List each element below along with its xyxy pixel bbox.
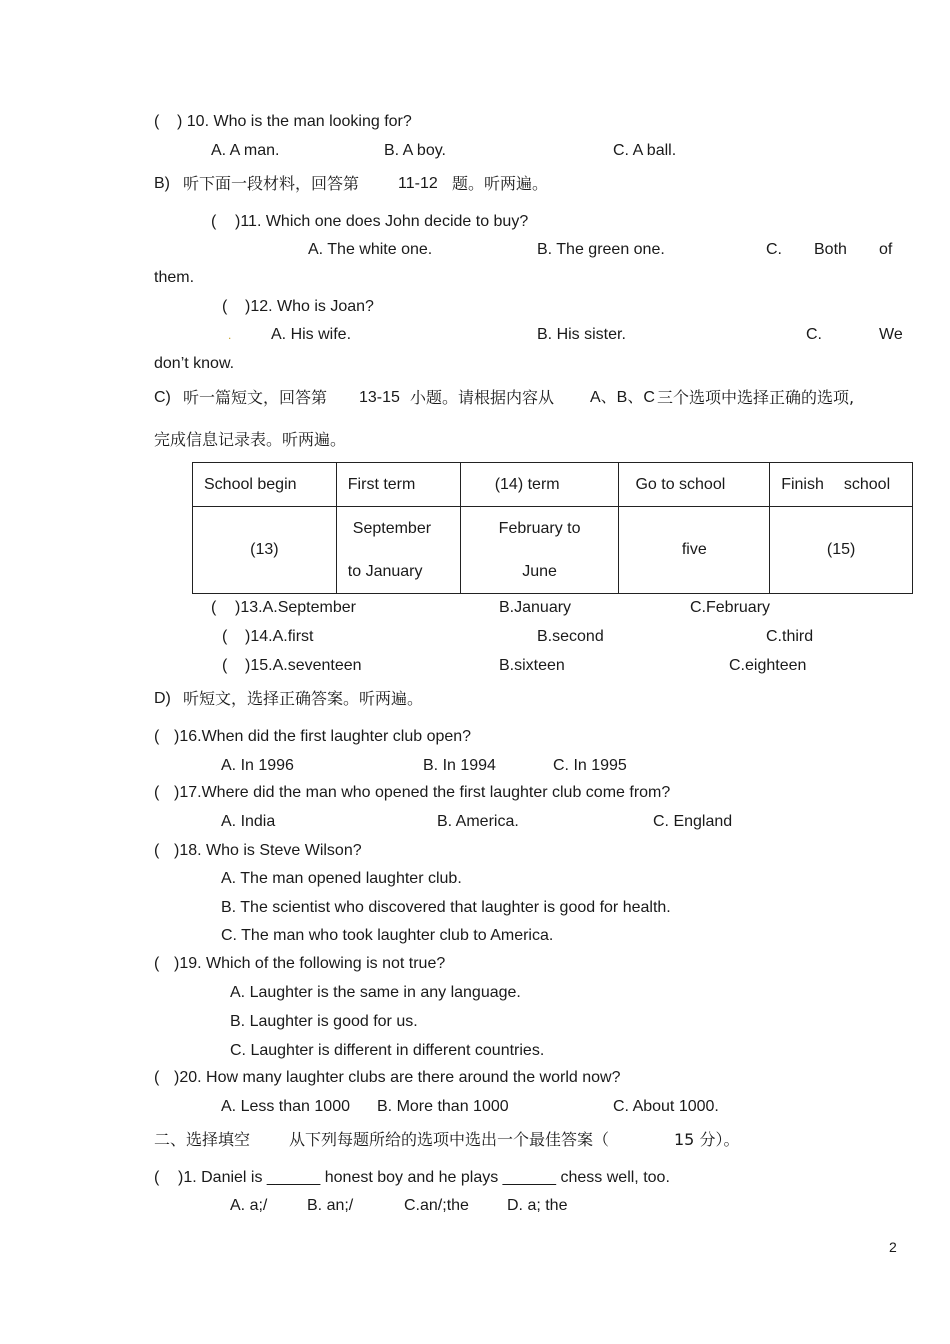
question-text: )18. Who is Steve Wilson? [174,842,362,859]
header-cell: School begin [193,463,337,507]
answer-paren: ( [154,1169,160,1186]
section-label: C) [154,389,171,406]
header-cell-text: school [843,475,891,493]
option-a: A. His wife. [271,326,352,343]
answer-paren: ( [154,784,160,801]
option-c-word: of [879,241,893,258]
table-header-row [193,463,913,507]
answer-paren: ( [154,1069,160,1086]
section-instruction: 听下面一段材料，回答第 [183,174,360,193]
table-cell: five [619,507,770,594]
stray-dot: . [228,328,232,342]
option-d: D. a; the [507,1197,568,1214]
part-instruction: 从下列每题所给的选项中选出一个最佳答案（ [289,1130,610,1149]
section-label: D) [154,690,171,707]
option-c: C. About 1000. [613,1098,719,1115]
option-letters: A、B、C [590,389,655,406]
option-b: B. His sister. [537,326,626,343]
question-text: )11. Which one does John decide to buy? [235,213,529,230]
option-a: A. The white one. [308,241,433,258]
option-a: A. India [221,813,276,830]
table-cell-line: September [352,520,432,537]
question-text: )14.A.first [245,628,314,645]
option-c-label: C. [766,241,782,258]
option-b: B. Laughter is good for us. [230,1013,418,1030]
option-b: B.January [499,599,572,616]
answer-paren: ( [154,728,160,745]
info-record-table [192,462,913,594]
header-cell-text: (14) term [494,475,560,493]
question-text: )13.A.September [235,599,356,616]
option-c: C. In 1995 [553,757,627,774]
section-instruction-tail: 题。听两遍。 [452,174,549,193]
table-cell: (13) [193,507,337,594]
question-text: )1. Daniel is ______ honest boy and he plays ______ chess well, too. [178,1169,670,1186]
option-c: C. England [653,813,733,830]
option-c: C.third [766,628,814,645]
option-b: B. The scientist who discovered that laughter is good for health. [221,899,671,916]
question-text: )20. How many laughter clubs are there around the world now? [174,1069,621,1086]
option-c-continued: don’t know. [154,355,235,372]
answer-paren: ( [211,213,217,230]
table-cell: (15) [770,507,913,594]
option-a: A. Less than 1000 [221,1098,350,1115]
section-label: B) [154,175,170,192]
part-title: 二、选择填空 [154,1130,251,1149]
answer-paren: ( [154,113,160,130]
option-c-word: We [879,326,903,343]
header-cell: First term [336,463,460,507]
option-b: B. an;/ [307,1197,354,1214]
table-cell [460,507,619,594]
option-b: B. America. [437,813,519,830]
option-a: A. The man opened laughter club. [221,870,462,887]
header-cell [619,463,770,507]
page-number: 2 [889,1239,897,1255]
answer-paren: ( [222,628,228,645]
option-b: B.second [537,628,604,645]
answer-paren: ( [222,298,228,315]
answer-paren: ( [154,842,160,859]
question-text: ) 10. Who is the man looking for? [177,113,412,130]
table-row [193,507,913,594]
section-instruction: 听短文，选择正确答案。听两遍。 [183,689,424,708]
section-instruction-tail: 三个选项中选择正确的选项, [657,388,855,407]
option-c: C. Laughter is different in different countries. [230,1042,545,1059]
part-score: 15 分）。 [674,1130,740,1149]
option-b: B. More than 1000 [377,1098,509,1115]
option-c: C. A ball. [613,142,677,159]
section-instruction-mid: 小题。请根据内容从 [410,388,555,407]
header-cell-text: Go to school [635,475,726,493]
option-c: C.eighteen [729,657,807,674]
option-c: C.February [690,599,771,616]
header-cell [770,463,913,507]
option-b: B. In 1994 [423,757,496,774]
section-instruction: 听一篇短文，回答第 [183,388,328,407]
option-b: B.sixteen [499,657,565,674]
option-a: A. Laughter is the same in any language. [230,984,521,1001]
answer-paren: ( [222,657,228,674]
table-cell [336,507,460,594]
option-c-continued: them. [154,269,195,286]
section-instruction-line2: 完成信息记录表。听两遍。 [154,430,347,449]
table-cell-line: to January [347,563,423,580]
option-c: C. The man who took laughter club to America. [221,927,554,944]
option-b: B. A boy. [384,142,446,159]
answer-paren: ( [211,599,217,616]
header-cell [460,463,619,507]
answer-paren: ( [154,955,160,972]
table-cell-line: February to [498,520,581,537]
option-a: A. A man. [211,142,280,159]
option-b: B. The green one. [537,241,665,258]
question-text: )16.When did the first laughter club open? [174,728,472,745]
option-c-label: C. [806,326,822,343]
table-cell-line: June [522,563,557,580]
header-cell-text: Finish [781,475,824,493]
question-range: 11-12 [398,175,438,192]
question-range: 13-15 [359,389,400,406]
option-a: A. a;/ [230,1197,268,1214]
option-c: C.an/;the [404,1197,469,1214]
question-text: )15.A.seventeen [245,657,362,674]
option-c-word: Both [814,241,847,258]
question-text: )17.Where did the man who opened the first laughter club come from? [174,784,671,801]
question-text: )12. Who is Joan? [245,298,374,315]
question-text: )19. Which of the following is not true? [174,955,446,972]
option-a: A. In 1996 [221,757,294,774]
